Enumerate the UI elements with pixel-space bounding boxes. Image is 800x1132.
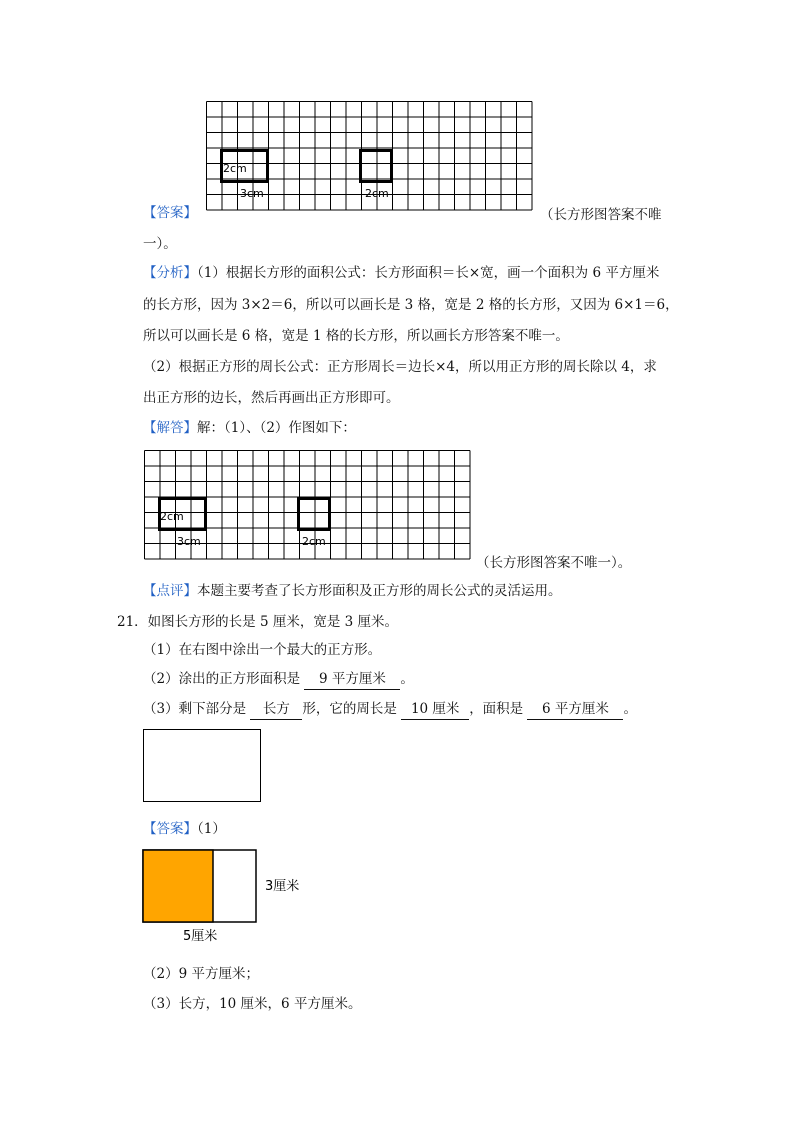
question-rectangle [143,729,261,802]
comment-text: 本题主要考查了长方形面积及正方形的周长公式的灵活运用。 [197,583,562,599]
square-shape [361,151,392,182]
width-label: 3厘米 [265,879,300,894]
square-side-label: 2cm [365,187,389,200]
analysis-line-4: （2）根据正方形的周长公式：正方形周长＝边长×4，所以用正方形的周长除以 4，求 [143,359,657,375]
solution-note: （长方形图答案不唯一）。 [476,555,632,571]
question-21-part-3 [143,699,637,720]
answer-21-part-2: （2）9 平方厘米； [143,966,259,982]
question-21-part-1: （1）在右图中涂出一个最大的正方形。 [143,642,382,658]
comment-line [143,581,562,601]
part-3-prefix: （3）剩下部分是 [143,701,247,717]
answer-tag: 【答案】 [143,205,197,221]
rect-width-label: 3cm [240,187,264,200]
shaded-square [143,850,213,922]
question-21-stem: 21．如图长方形的长是 5 厘米，宽是 3 厘米。 [117,614,399,630]
rect-height-label: 2cm [160,510,184,523]
analysis-line-5: 出正方形的边长，然后再画出正方形即可。 [143,390,400,406]
analysis-tag: 【分析】 [143,265,197,281]
answer-21-line [143,819,226,839]
answer-21-figure [140,846,320,946]
solution-tag: 【解答】 [143,420,197,436]
answer-note-cont: 一）。 [143,236,177,252]
answer-21-tag: 【答案】 [143,821,197,837]
square-side-label: 2cm [302,535,326,548]
analysis-line-1 [143,263,659,283]
rect-height-label: 2cm [223,162,247,175]
analysis-line-3: 所以可以画长是 6 格，宽是 1 格的长方形，所以画长方形答案不唯一。 [143,328,569,344]
analysis-line-2: 的长方形，因为 3×2＝6，所以可以画长是 3 格，宽是 2 格的长方形，又因为 6×1＝6， [143,297,679,313]
grid-figure-1 [205,100,535,214]
answer-blank-remaining-area: 6 平方厘米 [527,699,623,720]
answer-blank-area: 9 平方厘米 [304,669,400,690]
answer-blank-perimeter: 10 厘米 [401,699,469,720]
rect-width-label: 3cm [177,535,201,548]
part-3-suffix: 。 [623,701,637,717]
part-3-mid-1: 形，它的周长是 [302,701,397,717]
length-label: 5厘米 [183,929,218,944]
grid-figure-2 [143,449,473,563]
solution-line [143,418,356,438]
part-2-suffix: 。 [400,671,414,687]
square-shape [299,499,330,530]
answer-21-part-3: （3）长方，10 厘米，6 平方厘米。 [143,996,362,1012]
question-21-part-2 [143,669,414,690]
answer-note: （长方形图答案不唯 [540,207,662,223]
comment-tag: 【点评】 [143,583,197,599]
part-2-prefix: （2）涂出的正方形面积是 [143,671,301,687]
solution-text: 解：（1）、（2）作图如下： [197,420,356,436]
answer-blank-shape: 长方 [250,699,302,720]
analysis-text-1: （1）根据长方形的面积公式：长方形面积＝长×宽，画一个面积为 6 平方厘米 [197,265,660,281]
part-3-mid-2: ，面积是 [469,701,524,717]
answer-21-part-1: （1） [197,821,226,837]
answer-line [143,203,197,223]
